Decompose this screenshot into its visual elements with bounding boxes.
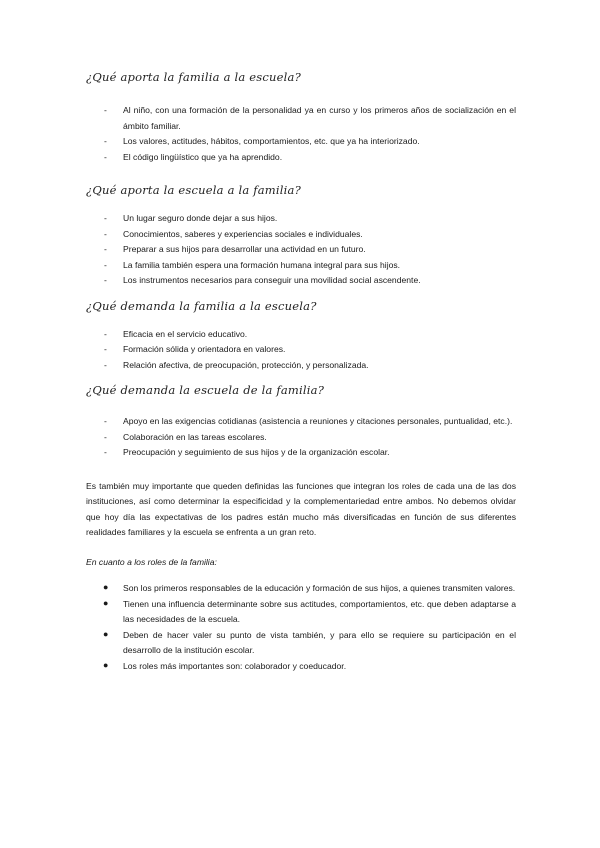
dash-marker: -: [104, 213, 107, 223]
list-item: - Formación sólida y orientadora en valores.: [86, 342, 516, 358]
dash-marker: -: [104, 105, 107, 115]
bullet-marker: ●: [103, 582, 109, 592]
list-family-to-school: [86, 103, 516, 165]
list-item: ● Los roles más importantes son: colaborador y coeducador.: [86, 659, 516, 675]
section-heading-school-to-family: ¿Qué aporta la escuela a la familia?: [86, 183, 301, 197]
list-item: - Conocimientos, saberes y experiencias sociales e individuales.: [86, 227, 516, 243]
section-heading-family-to-school: ¿Qué aporta la familia a la escuela?: [86, 70, 301, 84]
list-item: - Colaboración en las tareas escolares.: [86, 430, 516, 446]
list-school-demands: [86, 414, 516, 461]
dash-marker: -: [104, 344, 107, 354]
list-item: - Al niño, con una formación de la personalidad ya en curso y los primeros años de socialización en el ámbito familiar.: [104, 105, 516, 131]
list-item: - El código lingüístico que ya ha aprendido.: [86, 150, 516, 166]
document-body: [86, 70, 516, 674]
dash-marker: -: [104, 228, 107, 239]
list-item: - Relación afectiva, de preocupación, protección, y personalizada.: [86, 358, 516, 374]
list-family-roles: [86, 581, 516, 674]
body-paragraph: Es también muy importante que queden definidas las funciones que integran los roles de cada una de las dos instituciones, así como determinar la especificidad y la complementariedad entre ambos. No debemos olvidar que hoy día las expectativas de los padres están mucho más diversificadas en función de sus diferentes realidades familiares y la escuela se enfrenta a un gran reto.: [86, 480, 516, 537]
list-item: ● Tienen una influencia determinante sobre sus actitudes, comportamientos, etc. que deben adaptarse a las necesidades de la escuela.: [103, 597, 516, 624]
list-school-to-family: [86, 211, 516, 289]
dash-marker: -: [104, 136, 107, 146]
list-item: - Los valores, actitudes, hábitos, comportamientos, etc. que ya ha interiorizado.: [86, 134, 516, 150]
list-item: ● Deben de hacer valer su punto de vista también, y para ello se requiere su participación en el desarrollo de la institución escolar.: [103, 628, 516, 655]
list-item: - Preparar a sus hijos para desarrollar una actividad en un futuro.: [86, 242, 516, 258]
list-family-demands: [86, 327, 516, 374]
roles-intro: En cuanto a los roles de la familia:: [86, 556, 217, 567]
dash-marker: -: [104, 328, 107, 339]
list-item: - Apoyo en las exigencias cotidianas (asistencia a reuniones y citaciones personales, puntualidad, etc.).: [86, 414, 516, 430]
list-item: - Un lugar seguro donde dejar a sus hijos.: [86, 211, 516, 227]
dash-marker: -: [104, 431, 107, 442]
dash-marker: -: [104, 416, 107, 426]
dash-marker: -: [104, 359, 107, 370]
list-item: ● Son los primeros responsables de la educación y formación de sus hijos, a quienes transmiten valores.: [86, 581, 516, 597]
list-item: - Los instrumentos necesarios para conseguir una movilidad social ascendente.: [86, 273, 516, 289]
dash-marker: -: [104, 447, 107, 457]
list-item: - Eficacia en el servicio educativo.: [86, 327, 516, 343]
bullet-marker: ●: [103, 659, 109, 670]
dash-marker: -: [104, 275, 107, 285]
section-heading-school-demands: ¿Qué demanda la escuela de la familia?: [86, 383, 325, 397]
dash-marker: -: [104, 151, 107, 162]
dash-marker: -: [104, 244, 107, 254]
dash-marker: -: [104, 259, 107, 270]
bullet-marker: ●: [103, 597, 109, 608]
bullet-marker: ●: [103, 628, 109, 639]
list-item: - La familia también espera una formación humana integral para sus hijos.: [86, 258, 516, 274]
section-heading-family-demands: ¿Qué demanda la familia a la escuela?: [86, 298, 317, 313]
list-item: - Preocupación y seguimiento de sus hijos y de la organización escolar.: [86, 445, 516, 461]
